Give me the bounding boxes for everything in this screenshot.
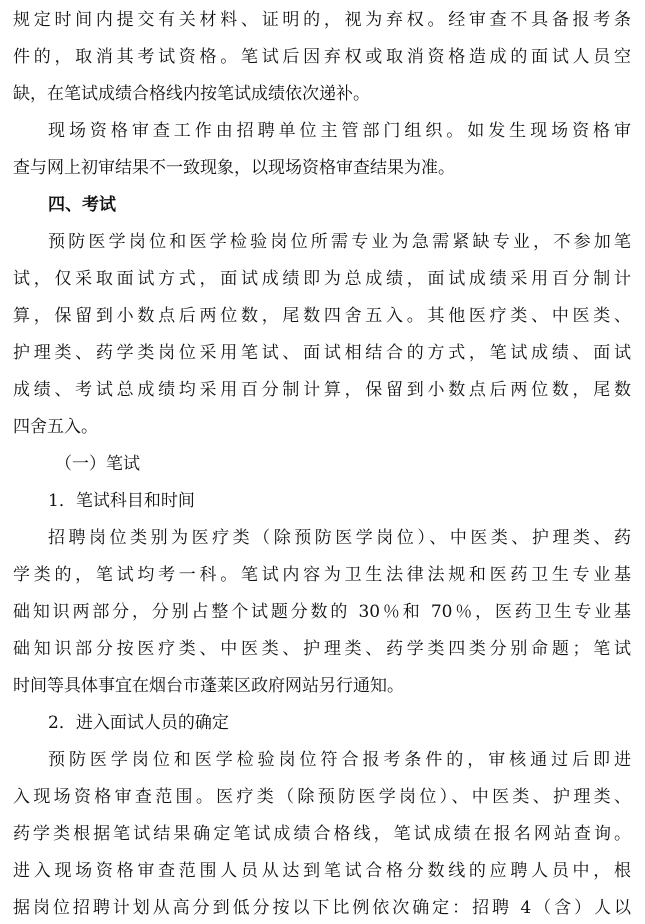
paragraph-line: 学类的，笔试均考一科。笔试内容为卫生法律法规和医药卫生专业基	[13, 565, 631, 585]
item-heading: 2．进入面试人员的确定	[48, 713, 229, 733]
paragraph-line: 入现场资格审查范围。医疗类（除预防医学岗位）、中医类、护理类、	[13, 787, 631, 807]
paragraph-line: 试，仅采取面试方式，面试成绩即为总成绩，面试成绩采用百分制计	[13, 269, 631, 289]
paragraph-line: 四舍五入。	[13, 417, 98, 437]
section-heading: 四、考试	[48, 195, 116, 215]
subsection-heading: （一）笔试	[55, 454, 140, 474]
paragraph-line: 算，保留到小数点后两位数，尾数四舍五入。其他医疗类、中医类、	[13, 306, 631, 326]
paragraph-line: 时间等具体事宜在烟台市蓬莱区政府网站另行通知。	[13, 676, 404, 696]
paragraph-line: 件的，取消其考试资格。笔试后因弃权或取消资格造成的面试人员空	[13, 47, 631, 67]
paragraph-line: 现场资格审查工作由招聘单位主管部门组织。如发生现场资格审	[48, 121, 631, 141]
paragraph-line: 础知识两部分，分别占整个试题分数的 30％和 70％，医药卫生专业基	[13, 602, 631, 622]
paragraph-line: 药学类根据笔试结果确定笔试成绩合格线，笔试成绩在报名网站查询。	[13, 824, 631, 844]
paragraph-line: 础知识部分按医疗类、中医类、护理类、药学类四类分别命题；笔试	[13, 639, 631, 659]
paragraph-line: 预防医学岗位和医学检验岗位符合报考条件的，审核通过后即进	[48, 750, 631, 770]
paragraph-line: 招聘岗位类别为医疗类（除预防医学岗位）、中医类、护理类、药	[48, 528, 631, 548]
paragraph-line: 规定时间内提交有关材料、证明的，视为弃权。经审查不具备报考条	[13, 10, 631, 30]
paragraph-line: 成绩、考试总成绩均采用百分制计算，保留到小数点后两位数，尾数	[13, 380, 631, 400]
paragraph-line: 预防医学岗位和医学检验岗位所需专业为急需紧缺专业，不参加笔	[48, 232, 631, 252]
paragraph-line: 护理类、药学类岗位采用笔试、面试相结合的方式，笔试成绩、面试	[13, 343, 631, 363]
paragraph-line: 缺，在笔试成绩合格线内按笔试成绩依次递补。	[13, 84, 370, 104]
paragraph-line: 查与网上初审结果不一致现象，以现场资格审查结果为准。	[13, 158, 455, 178]
paragraph-line: 进入现场资格审查范围人员从达到笔试合格分数线的应聘人员中，根	[13, 861, 631, 881]
item-heading: 1．笔试科目和时间	[48, 491, 195, 511]
paragraph-line: 据岗位招聘计划从高分到低分按以下比例依次确定：招聘 4（含）人以	[13, 898, 631, 918]
